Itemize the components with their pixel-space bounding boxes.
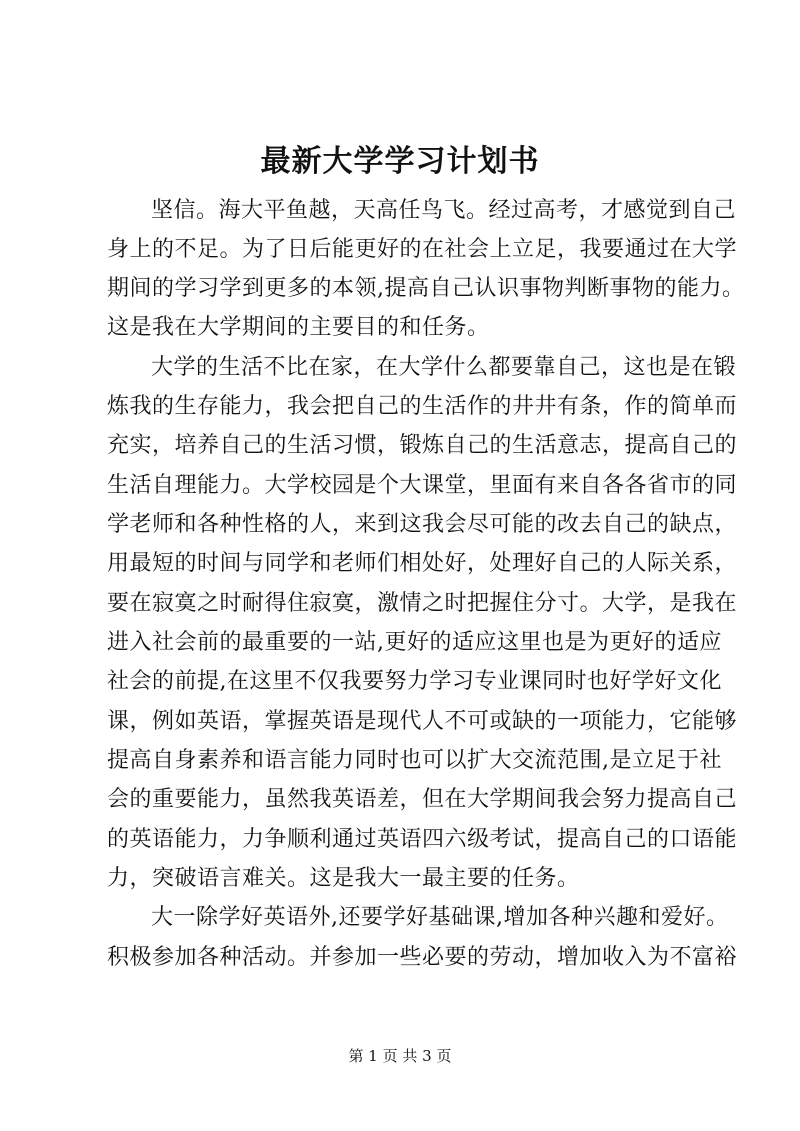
paragraph-1-line-3: 期间的学习学到更多的本领,提高自己认识事物判断事物的能力。 — [107, 276, 745, 301]
paragraph-2-line-1: 大学的生活不比在家，在大学什么都要靠自己，这也是在锻 — [151, 355, 737, 380]
paragraph-2-line-6: 用最短的时间与同学和老师们相处好，处理好自己的人际关系， — [107, 551, 738, 576]
paragraph-1-line-1: 坚信。海大平鱼越，天高任鸟飞。经过高考，才感觉到自己 — [151, 198, 737, 223]
document-title: 最新大学学习计划书 — [260, 144, 540, 179]
paragraph-2-line-9: 社会的前提,在这里不仅我要努力学习专业课同时也好学好文化 — [107, 669, 722, 694]
paragraph-3-line-1: 大一除学好英语外,还要学好基础课,增加各种兴趣和爱好。 — [151, 905, 729, 930]
paragraph-2-line-14: 力，突破语言难关。这是我大一最主要的任务。 — [107, 866, 580, 891]
paragraph-2-line-5: 学老师和各种性格的人，来到这我会尽可能的改去自己的缺点， — [107, 512, 738, 537]
paragraph-2-line-12: 会的重要能力，虽然我英语差，但在大学期间我会努力提高自己 — [107, 787, 738, 812]
paragraph-2-line-3: 充实，培养自己的生活习惯，锻炼自己的生活意志，提高自己的 — [107, 433, 738, 458]
paragraph-3-line-2: 积极参加各种活动。并参加一些必要的劳动，增加收入为不富裕 — [107, 945, 738, 970]
paragraph-2-line-10: 课，例如英语，掌握英语是现代人不可或缺的一项能力，它能够 — [107, 709, 738, 734]
paragraph-2-line-4: 生活自理能力。大学校园是个大课堂，里面有来自各各省市的同 — [107, 473, 738, 498]
paragraph-1-line-2: 身上的不足。为了日后能更好的在社会上立足，我要通过在大学 — [107, 237, 738, 262]
paragraph-1-line-4: 这是我在大学期间的主要目的和任务。 — [107, 315, 490, 340]
paragraph-2-line-2: 炼我的生存能力，我会把自己的生活作的井井有条，作的简单而 — [107, 394, 738, 419]
paragraph-2-line-7: 要在寂寞之时耐得住寂寞，激情之时把握住分寸。大学，是我在 — [107, 591, 738, 616]
paragraph-2-line-8: 进入社会前的最重要的一站,更好的适应这里也是为更好的适应 — [107, 630, 722, 655]
paragraph-2-line-11: 提高自身素养和语言能力同时也可以扩大交流范围,是立足于社 — [107, 748, 722, 773]
page-footer: 第 1 页 共 3 页 — [348, 1047, 452, 1065]
paragraph-2-line-13: 的英语能力，力争顺利通过英语四六级考试，提高自己的口语能 — [107, 827, 738, 852]
